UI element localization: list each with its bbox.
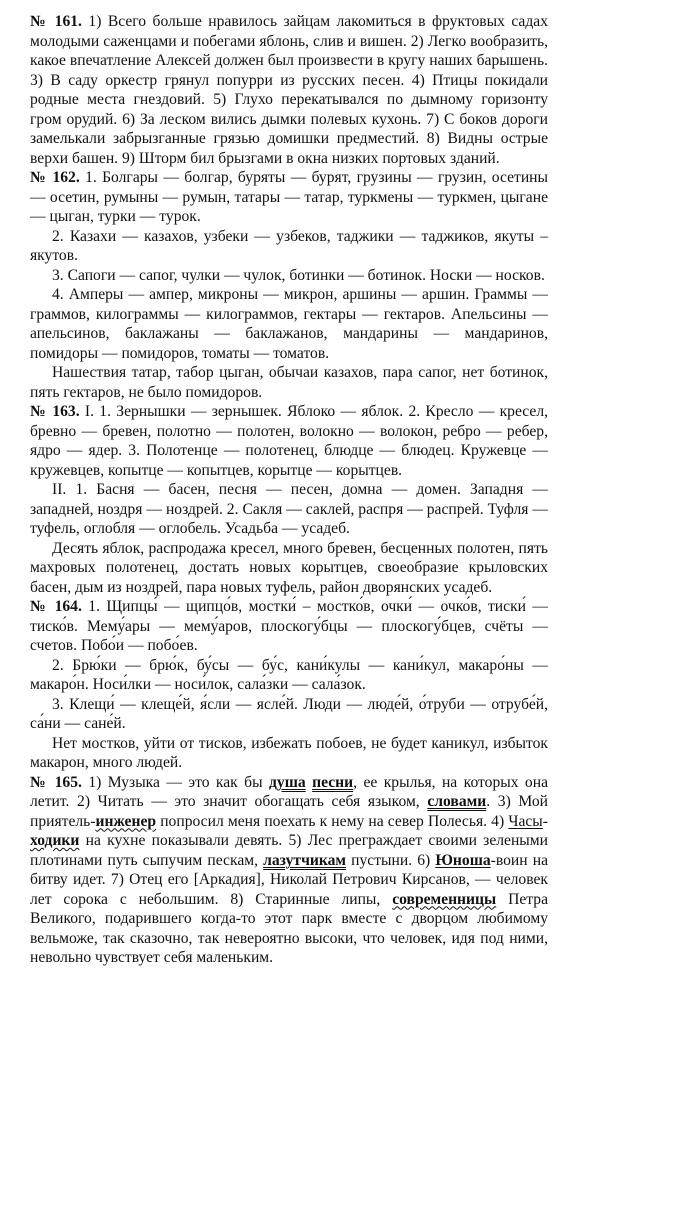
exercise-1-paragraph-2 <box>30 266 548 286</box>
text-segment: на кухне показывали девять. 5) Лес преграждает своими зелеными плотинами путь сыпучим пескам, <box>30 832 548 869</box>
marked-word: Юноша <box>435 851 491 869</box>
exercise-3-paragraph-0 <box>30 597 548 656</box>
exercise-1-paragraph-1 <box>30 227 548 266</box>
text-segment: Петра Великого, подарившего когда-то этот парк вместе с дворцом любимому вельможе, так сказочно, так невероятно высоки, что человек, идя под ними, невольно чувствует себя маленьким. <box>30 890 548 966</box>
exercise-0-paragraph-0 <box>30 12 548 168</box>
marked-word: душа <box>269 773 306 791</box>
text-segment: 1. Болгары — болгар, буряты — бурят, грузины — грузин, осетины — осетин, румыны — румын, татары — татар, туркмены — туркмен, цыгане — цыган, турки — турок. <box>30 169 549 225</box>
marked-word: ходики <box>30 832 80 849</box>
text-segment: Десять яблок, распродажа кресел, много бревен, бесценных полотен, пять махровых полотенец, достать новых корытцев, своеобразие крыловских басен, дым из ноздрей, пара новых туфель, район дворянских усадеб. <box>30 539 548 596</box>
text-segment: 1) Музыка — это как бы <box>81 773 270 791</box>
answer-page <box>30 12 548 968</box>
text-segment: пустыни. 6) <box>346 851 436 869</box>
text-segment: 3. Клещи́ — клеще́й, я́сли — ясле́й. Люди — люде́й, о́труби — отрубе́й, са́ни — сане́й. <box>30 695 548 732</box>
marked-word: инженер <box>95 812 157 830</box>
exercise-1-paragraph-3 <box>30 285 548 363</box>
text-segment: 1. Щипцы́ — щипцо́в, мостки́ – мостко́в, очки́ — очко́в, тиски́ — тиско́в. Мему́ары — мему́аров, плоскогу́бцы — плоскогу́бцев, счёты — счетов. Побо́и — побо́ев. <box>30 598 549 654</box>
marked-word: словами <box>427 793 487 810</box>
exercise-3-paragraph-3 <box>30 734 548 773</box>
exercise-number: № 165. <box>30 773 82 791</box>
exercise-1-paragraph-4 <box>30 363 548 402</box>
exercise-3-paragraph-1 <box>30 656 548 695</box>
text-segment: 2. Казахи — казахов, узбеки — узбеков, таджики — таджиков, якуты – якутов. <box>30 227 548 264</box>
text-segment: - <box>542 812 548 830</box>
text-segment: 3. Сапоги — сапог, чулки — чулок, ботинки — ботинок. Носки — носков. <box>52 266 545 284</box>
exercise-4-paragraph-0 <box>30 773 548 968</box>
text-segment: 1) Всего больше нравилось зайцам лакомиться в фруктовых садах молодыми саженцами и побегами яблонь, слив и вишен. 2) Легко вообразить, какое впечатление Алексей должен был произвести в кругу наших барышень. 3) В саду оркестр грянул попурри из русских песен. 4) Птицы покидали родные места гнездовий. 5) Глухо перекатывался по дымному горизонту гром орудий. 6) За леском вились дымки полевых кухонь. 7) С боков дороги замелькали забрызганные грязью домишки предместий. 8) Видны острые верхи башен. 9) Шторм бил брызгами в окна низких портовых зданий. <box>30 13 549 167</box>
text-segment: попросил меня поехать к нему на север Полесья. 4) <box>156 812 509 830</box>
exercise-number: № 162. <box>30 169 80 186</box>
text-segment: Нет мостков, уйти от тисков, избежать побоев, не будет каникул, избыток макарон, много людей. <box>30 734 548 771</box>
exercise-number: № 161. <box>30 13 82 30</box>
text-segment: 2. Брю́ки — брю́к, бу́сы — бу́с, кани́кулы — кани́кул, макаро́ны — макаро́н. Носи́лки — носи́лок, сала́зки — сала́зок. <box>30 656 548 693</box>
text-segment: II. 1. Басня — басен, песня — песен, домна — домен. Западня — западней, ноздря — ноздрей. 2. Сакля — саклей, распря — распрей. Туфля — туфель, оглобля — оглобель. Усадьба — усадеб. <box>30 481 548 537</box>
marked-word: современницы <box>392 890 497 908</box>
exercise-2-paragraph-2 <box>30 539 548 598</box>
text-segment: I. 1. Зернышки — зернышек. Яблоко — яблок. 2. Кресло — кресел, бревно — бревен, полотно — полотен, волокно — волокон, ребро — ребер, ядро — ядер. 3. Полотенце — полотенец, блюдце — блюдец. Кружевце — кружевцев, копытце — копытцев, корытце — корытцев. <box>30 403 548 479</box>
marked-word: песни <box>312 773 354 791</box>
exercise-2-paragraph-0 <box>30 402 548 480</box>
exercise-3-paragraph-2 <box>30 695 548 734</box>
exercise-1-paragraph-0 <box>30 168 548 227</box>
exercise-number: № 163. <box>30 403 80 420</box>
exercise-number: № 164. <box>30 598 82 615</box>
text-segment: . 3) Мой приятель- <box>30 793 549 830</box>
exercise-2-paragraph-1 <box>30 480 548 539</box>
marked-word: лазутчикам <box>263 851 347 869</box>
text-segment: 4. Амперы — ампер, микроны — микрон, аршины — аршин. Граммы — граммов, килограммы — килограммов, гектары — гектаров. Апельсины — апельсинов, баклажаны — баклажанов, мандарины — мандаринов, помидоры — помидоров, томаты — томатов. <box>30 286 548 362</box>
text-segment: -воин на битву идет. 7) Отец его [Аркадия], Николай Петрович Кирсанов, — человек лет сорока с небольшим. 8) Старинные липы, <box>30 851 549 908</box>
marked-word: Часы <box>508 812 543 830</box>
text-segment: Нашествия татар, табор цыган, обычаи казахов, пара сапог, нет ботинок, пять гектаров, не было помидоров. <box>30 364 548 401</box>
text-segment: , ее крылья, на которых она летит. 2) Читать — это значит обогащать себя языком, <box>30 773 548 810</box>
